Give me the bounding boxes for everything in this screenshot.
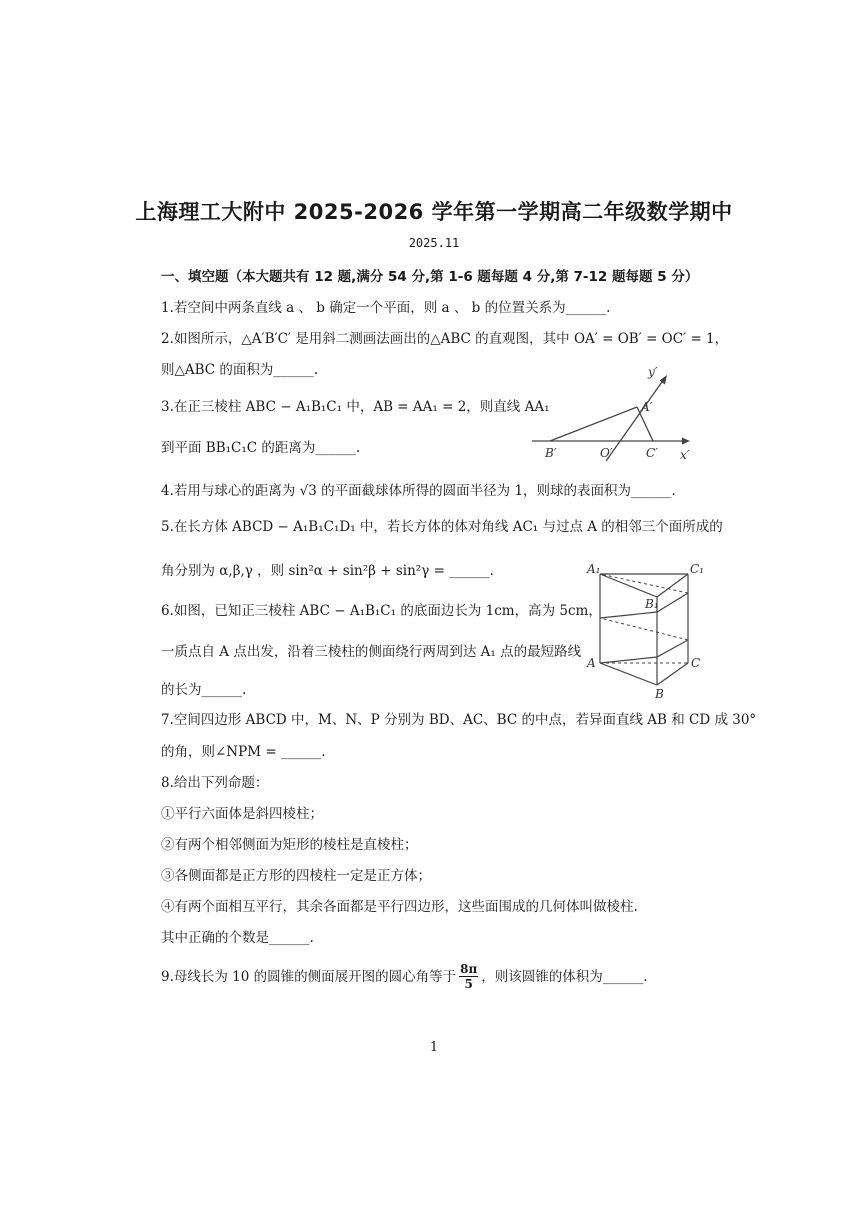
label-c-prime: C′	[646, 446, 658, 460]
question-2-line2: 则△ABC 的面积为______.	[161, 362, 319, 378]
triangular-prism-svg	[584, 560, 714, 700]
question-8-item-2: ②有两个相邻侧面为矩形的棱柱是直棱柱；	[161, 837, 418, 853]
top-edge-b1-c1	[657, 574, 688, 597]
fraction-numerator: 8π	[460, 962, 478, 976]
question-7-line2: 的角，则∠NPM = ______.	[161, 744, 326, 760]
question-8-item-1: ①平行六面体是斜四棱柱；	[161, 806, 323, 822]
page-number: 1	[429, 1040, 439, 1055]
question-5-line1: 5.在长方体 ABCD − A₁B₁C₁D₁ 中，若长方体的体对角线 AC₁ 与过点 A 的相邻三个面所成的	[161, 519, 723, 535]
fraction-denominator: 5	[464, 977, 473, 991]
triangular-prism-figure	[584, 560, 714, 700]
label-b: B	[655, 687, 664, 700]
question-6-line1: 6.如图，已知正三棱柱 ABC − A₁B₁C₁ 的底面边长为 1cm，高为 5cm，	[161, 603, 602, 619]
question-3-line2: 到平面 BB₁C₁C 的距离为______.	[161, 440, 361, 456]
section-heading: 一、填空题（本大题共有 12 题,满分 54 分,第 1-6 题每题 4 分,第 7-12 题每题 5 分）	[161, 269, 699, 285]
question-6-line3: 的长为______.	[161, 682, 247, 698]
question-9-part1: 9.母线长为 10 的圆锥的侧面展开图的圆心角等于	[161, 968, 457, 985]
question-8-item-4: ④有两个面相互平行，其余各面都是平行四边形，这些面围成的几何体叫做棱柱.	[161, 899, 638, 915]
question-2-line1: 2.如图所示，△A′B′C′ 是用斜二测画法画出的△ABC 的直观图，其中 OA′ = OB′ = OC′ = 1，	[161, 331, 729, 347]
question-8-item-3: ③各侧面都是正方形的四棱柱一定是正方体；	[161, 868, 431, 884]
question-4: 4.若用与球心的距离为 √3 的平面截球体所得的圆面半径为 1，则球的表面积为______.	[161, 483, 676, 499]
path-lower-front	[600, 640, 688, 663]
label-o-prime: O′	[600, 446, 613, 460]
label-b-prime: B′	[545, 446, 557, 460]
question-1: 1.若空间中两条直线 a 、 b 确定一个平面，则 a 、 b 的位置关系为______.	[161, 300, 611, 316]
label-c1: C₁	[690, 562, 704, 576]
question-9-fraction	[459, 962, 478, 991]
oblique-projection-svg	[528, 366, 700, 462]
label-a: A	[587, 656, 596, 670]
question-5-line2: 角分别为 α,β,γ ，则 sin²α + sin²β + sin²γ = ______.	[161, 563, 494, 579]
question-8-ask: 其中正确的个数是______.	[161, 930, 314, 946]
path-lower-back	[600, 618, 688, 640]
question-7-line1: 7.空间四边形 ABCD 中，M、N、P 分别为 BD、AC、BC 的中点，若异面直线 AB 和 CD 成 30°	[161, 712, 757, 728]
label-b1: B₁	[645, 597, 659, 611]
path-upper-front	[600, 593, 688, 618]
bottom-edge-b-c	[657, 663, 688, 685]
question-6-line2: 一质点自 A 点出发，沿着三棱柱的侧面绕行两周到达 A₁ 点的最短路线	[161, 644, 582, 660]
question-9-part2: ，则该圆锥的体积为______.	[481, 968, 648, 985]
label-a-prime: A′	[641, 400, 653, 414]
top-edge-a1-b1	[600, 574, 657, 597]
question-8-intro: 8.给出下列命题：	[161, 775, 269, 791]
label-c: C	[691, 656, 701, 670]
label-a1: A₁	[587, 562, 601, 576]
exam-title: 上海理工大附中 2025-2026 学年第一学期高二年级数学期中	[135, 200, 733, 224]
label-x-axis: x′	[680, 448, 690, 462]
question-9	[161, 962, 648, 991]
exam-date: 2025.11	[408, 236, 460, 250]
question-3-line1: 3.在正三棱柱 ABC − A₁B₁C₁ 中，AB = AA₁ = 2，则直线 AA₁	[161, 399, 550, 415]
oblique-projection-figure	[528, 366, 700, 462]
x-axis-arrow	[682, 438, 690, 445]
bottom-edge-a-b	[600, 663, 657, 685]
label-y-axis: y′	[648, 366, 658, 379]
